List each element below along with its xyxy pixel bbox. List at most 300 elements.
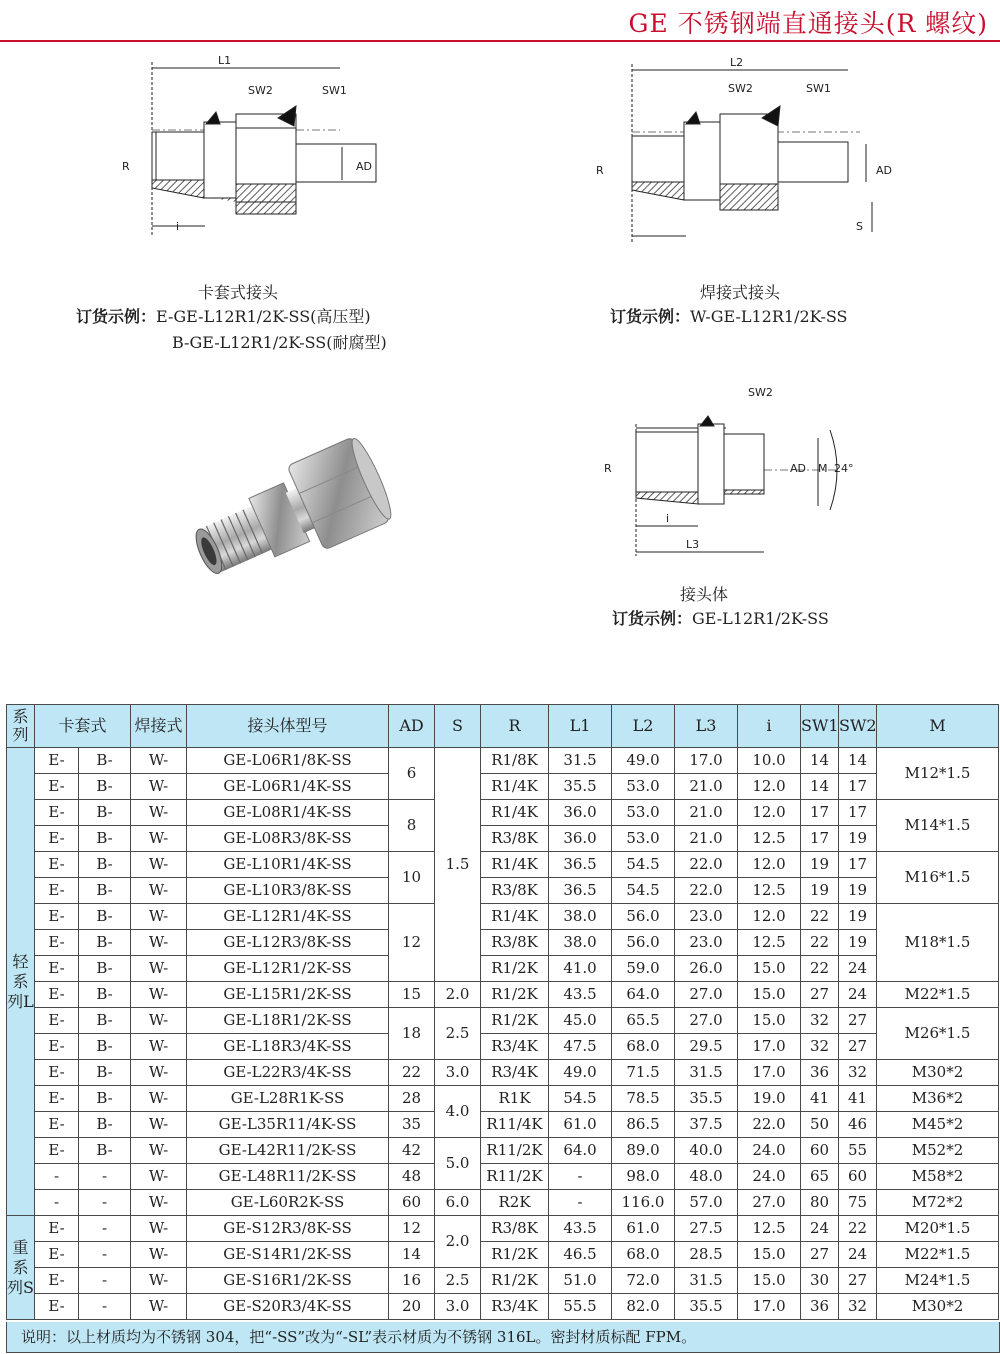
- cell-l2: 53.0: [612, 800, 675, 826]
- table-row: [7, 956, 999, 982]
- cell-l2: 82.0: [612, 1294, 675, 1320]
- ferrule-order-example: [76, 304, 371, 327]
- cell-model: GE-L22R3/4K-SS: [187, 1060, 389, 1086]
- cell-l2: 54.5: [612, 878, 675, 904]
- cell-sw1: 19: [801, 852, 839, 878]
- cell-ferrule-b: -: [79, 1164, 131, 1190]
- body-r-label: R: [604, 462, 612, 475]
- header-i: i: [738, 705, 801, 748]
- cell-ad: 20: [389, 1294, 435, 1320]
- body-angle-label: 24°: [834, 462, 854, 475]
- cell-l1: 31.5: [549, 748, 612, 774]
- weld-order-line-1: W-GE-L12R1/2K-SS: [690, 307, 848, 326]
- cell-sw1: 22: [801, 956, 839, 982]
- cell-s: 2.5: [435, 1268, 481, 1294]
- cell-r: R3/8K: [481, 878, 549, 904]
- cell-ferrule-e: E-: [35, 982, 79, 1008]
- cell-model: GE-L60R2K-SS: [187, 1190, 389, 1216]
- table-body: [7, 748, 999, 1320]
- cell-l3: 23.0: [675, 930, 738, 956]
- cell-sw2: 60: [839, 1164, 877, 1190]
- cell-ferrule-b: B-: [79, 774, 131, 800]
- cell-model: GE-S14R1/2K-SS: [187, 1242, 389, 1268]
- cell-r: R1/2K: [481, 1242, 549, 1268]
- cell-ad: 16: [389, 1268, 435, 1294]
- table-row: [7, 748, 999, 774]
- series-group-label: 重系列S: [7, 1216, 35, 1320]
- table-row: [7, 1008, 999, 1034]
- cell-i: 12.0: [738, 774, 801, 800]
- cell-m: M30*2: [877, 1060, 999, 1086]
- cell-i: 15.0: [738, 1008, 801, 1034]
- cell-s: 3.0: [435, 1060, 481, 1086]
- page-title: GE 不锈钢端直通接头(R 螺纹): [628, 9, 988, 38]
- ferrule-order-line-1: E-GE-L12R1/2K-SS(高压型): [156, 307, 371, 326]
- cell-model: GE-L48R11/2K-SS: [187, 1164, 389, 1190]
- cell-l1: 51.0: [549, 1268, 612, 1294]
- table-row: [7, 1294, 999, 1320]
- body-l3-label: L3: [686, 538, 700, 551]
- cell-i: 12.0: [738, 800, 801, 826]
- cell-weld-w: W-: [131, 1034, 187, 1060]
- cell-model: GE-L10R1/4K-SS: [187, 852, 389, 878]
- cell-s: 2.5: [435, 1008, 481, 1060]
- cell-l2: 59.0: [612, 956, 675, 982]
- cell-l2: 56.0: [612, 904, 675, 930]
- cell-ferrule-e: E-: [35, 1242, 79, 1268]
- cell-i: 22.0: [738, 1112, 801, 1138]
- cell-ferrule-b: -: [79, 1294, 131, 1320]
- cell-l1: 49.0: [549, 1060, 612, 1086]
- cell-i: 17.0: [738, 1060, 801, 1086]
- table-row: [7, 878, 999, 904]
- cell-ad: 6: [389, 748, 435, 800]
- header-model: 接头体型号: [187, 705, 389, 748]
- header-series: 系列: [7, 705, 35, 748]
- weld-order-label: 订货示例：: [610, 307, 691, 326]
- cell-r: R3/8K: [481, 930, 549, 956]
- table-row: [7, 1112, 999, 1138]
- cell-ferrule-b: B-: [79, 852, 131, 878]
- cell-l3: 21.0: [675, 826, 738, 852]
- ferrule-i-label: i: [176, 220, 180, 233]
- cell-r: R11/2K: [481, 1138, 549, 1164]
- weld-ad-label: AD: [876, 164, 892, 177]
- cell-sw2: 27: [839, 1034, 877, 1060]
- cell-ferrule-b: B-: [79, 1060, 131, 1086]
- cell-ad: 28: [389, 1086, 435, 1112]
- cell-weld-w: W-: [131, 852, 187, 878]
- cell-ferrule-e: E-: [35, 930, 79, 956]
- weld-fitting-drawing: [590, 52, 890, 252]
- cell-sw1: 30: [801, 1268, 839, 1294]
- cell-l2: 89.0: [612, 1138, 675, 1164]
- cell-ferrule-e: E-: [35, 852, 79, 878]
- body-drawing: [596, 380, 856, 560]
- header-l1: L1: [549, 705, 612, 748]
- cell-l3: 37.5: [675, 1112, 738, 1138]
- cell-l2: 98.0: [612, 1164, 675, 1190]
- cell-ferrule-b: B-: [79, 982, 131, 1008]
- cell-sw2: 41: [839, 1086, 877, 1112]
- cell-weld-w: W-: [131, 1164, 187, 1190]
- table-row: [7, 1164, 999, 1190]
- cell-l3: 28.5: [675, 1242, 738, 1268]
- cell-ad: 60: [389, 1190, 435, 1216]
- cell-weld-w: W-: [131, 1086, 187, 1112]
- cell-r: R1/2K: [481, 1008, 549, 1034]
- cell-sw2: 32: [839, 1060, 877, 1086]
- header-ferrule: 卡套式: [35, 705, 131, 748]
- cell-model: GE-L15R1/2K-SS: [187, 982, 389, 1008]
- cell-r: R11/2K: [481, 1164, 549, 1190]
- cell-l1: 38.0: [549, 904, 612, 930]
- cell-ferrule-b: B-: [79, 748, 131, 774]
- cell-l3: 26.0: [675, 956, 738, 982]
- cell-ferrule-e: E-: [35, 800, 79, 826]
- cell-ferrule-e: E-: [35, 1060, 79, 1086]
- cell-l3: 21.0: [675, 774, 738, 800]
- cell-ferrule-b: B-: [79, 800, 131, 826]
- cell-l1: -: [549, 1190, 612, 1216]
- weld-caption: 焊接式接头: [700, 283, 781, 302]
- cell-l2: 53.0: [612, 826, 675, 852]
- material-note: 说明：以上材质均为不锈钢 304，把“-SS”改为“-SL”表示材质为不锈钢 316L。密封材质标配 FPM。: [6, 1322, 1000, 1353]
- cell-l1: 36.0: [549, 800, 612, 826]
- cell-sw2: 17: [839, 774, 877, 800]
- cell-sw2: 19: [839, 904, 877, 930]
- cell-sw1: 36: [801, 1294, 839, 1320]
- cell-ferrule-e: E-: [35, 904, 79, 930]
- cell-weld-w: W-: [131, 1268, 187, 1294]
- cell-l2: 72.0: [612, 1268, 675, 1294]
- cell-sw2: 24: [839, 956, 877, 982]
- cell-sw2: 14: [839, 748, 877, 774]
- ferrule-ad-label: AD: [356, 160, 372, 173]
- cell-r: R1/4K: [481, 852, 549, 878]
- cell-r: R2K: [481, 1190, 549, 1216]
- cell-m: M30*2: [877, 1294, 999, 1320]
- cell-model: GE-L12R1/4K-SS: [187, 904, 389, 930]
- cell-l3: 21.0: [675, 800, 738, 826]
- header-sw1: SW1: [801, 705, 839, 748]
- table-row: [7, 930, 999, 956]
- cell-weld-w: W-: [131, 956, 187, 982]
- body-caption: 接头体: [680, 585, 729, 604]
- cell-l1: 35.5: [549, 774, 612, 800]
- cell-model: GE-L18R3/4K-SS: [187, 1034, 389, 1060]
- cell-sw2: 55: [839, 1138, 877, 1164]
- table-row: [7, 1268, 999, 1294]
- cell-l2: 71.5: [612, 1060, 675, 1086]
- cell-ferrule-b: B-: [79, 1034, 131, 1060]
- cell-l3: 40.0: [675, 1138, 738, 1164]
- cell-sw1: 27: [801, 982, 839, 1008]
- cell-ferrule-e: E-: [35, 1138, 79, 1164]
- cell-s: 3.0: [435, 1294, 481, 1320]
- cell-model: GE-L12R1/2K-SS: [187, 956, 389, 982]
- cell-model: GE-S12R3/8K-SS: [187, 1216, 389, 1242]
- cell-sw2: 19: [839, 878, 877, 904]
- cell-i: 12.5: [738, 1216, 801, 1242]
- cell-l1: 55.5: [549, 1294, 612, 1320]
- weld-sw2-label: SW2: [728, 82, 753, 95]
- cell-sw2: 17: [839, 852, 877, 878]
- cell-ferrule-e: E-: [35, 826, 79, 852]
- cell-sw1: 65: [801, 1164, 839, 1190]
- cell-r: R11/4K: [481, 1112, 549, 1138]
- ferrule-sw2-label: SW2: [248, 84, 273, 97]
- body-order-line-1: GE-L12R1/2K-SS: [692, 609, 829, 628]
- cell-ad: 42: [389, 1138, 435, 1164]
- body-sw2-label: SW2: [748, 386, 773, 399]
- ferrule-order-label: 订货示例：: [76, 307, 157, 326]
- cell-l1: -: [549, 1164, 612, 1190]
- cell-sw2: 22: [839, 1216, 877, 1242]
- cell-model: GE-S16R1/2K-SS: [187, 1268, 389, 1294]
- cell-ferrule-e: E-: [35, 956, 79, 982]
- cell-l1: 36.5: [549, 852, 612, 878]
- cell-sw1: 19: [801, 878, 839, 904]
- cell-l3: 27.5: [675, 1216, 738, 1242]
- cell-weld-w: W-: [131, 1138, 187, 1164]
- cell-weld-w: W-: [131, 1242, 187, 1268]
- cell-sw1: 17: [801, 800, 839, 826]
- cell-l1: 46.5: [549, 1242, 612, 1268]
- cell-l1: 43.5: [549, 1216, 612, 1242]
- cell-l1: 45.0: [549, 1008, 612, 1034]
- cell-l2: 64.0: [612, 982, 675, 1008]
- cell-weld-w: W-: [131, 1294, 187, 1320]
- table-row: [7, 1216, 999, 1242]
- cell-l2: 61.0: [612, 1216, 675, 1242]
- cell-l3: 27.0: [675, 982, 738, 1008]
- cell-r: R1/2K: [481, 982, 549, 1008]
- cell-ferrule-b: -: [79, 1268, 131, 1294]
- cell-i: 15.0: [738, 956, 801, 982]
- cell-m: M22*1.5: [877, 982, 999, 1008]
- cell-weld-w: W-: [131, 826, 187, 852]
- cell-ferrule-e: E-: [35, 774, 79, 800]
- cell-r: R1/4K: [481, 904, 549, 930]
- cell-m: M72*2: [877, 1190, 999, 1216]
- cell-l2: 116.0: [612, 1190, 675, 1216]
- cell-ferrule-b: B-: [79, 878, 131, 904]
- body-order-example: [612, 606, 829, 629]
- cell-sw1: 27: [801, 1242, 839, 1268]
- cell-l2: 49.0: [612, 748, 675, 774]
- cell-ferrule-b: B-: [79, 1112, 131, 1138]
- cell-ad: 12: [389, 1216, 435, 1242]
- cell-s: 4.0: [435, 1086, 481, 1138]
- cell-l3: 17.0: [675, 748, 738, 774]
- cell-i: 12.0: [738, 904, 801, 930]
- cell-l3: 31.5: [675, 1060, 738, 1086]
- cell-i: 10.0: [738, 748, 801, 774]
- cell-i: 12.0: [738, 852, 801, 878]
- cell-ferrule-e: E-: [35, 1268, 79, 1294]
- cell-m: M36*2: [877, 1086, 999, 1112]
- cell-s: 2.0: [435, 1216, 481, 1268]
- cell-r: R3/8K: [481, 826, 549, 852]
- cell-l3: 57.0: [675, 1190, 738, 1216]
- cell-sw1: 14: [801, 748, 839, 774]
- cell-sw1: 32: [801, 1034, 839, 1060]
- cell-ferrule-e: E-: [35, 878, 79, 904]
- header-ad: AD: [389, 705, 435, 748]
- cell-ferrule-e: E-: [35, 1294, 79, 1320]
- cell-l3: 27.0: [675, 1008, 738, 1034]
- header-l2: L2: [612, 705, 675, 748]
- cell-r: R1/2K: [481, 1268, 549, 1294]
- cell-i: 17.0: [738, 1034, 801, 1060]
- cell-i: 15.0: [738, 1268, 801, 1294]
- spec-table: [6, 704, 999, 1320]
- cell-l2: 54.5: [612, 852, 675, 878]
- cell-l1: 36.0: [549, 826, 612, 852]
- cell-m: M45*2: [877, 1112, 999, 1138]
- ferrule-sw1-label: SW1: [322, 84, 347, 97]
- table-row: [7, 1242, 999, 1268]
- cell-weld-w: W-: [131, 774, 187, 800]
- cell-l2: 86.5: [612, 1112, 675, 1138]
- cell-model: GE-L18R1/2K-SS: [187, 1008, 389, 1034]
- cell-r: R1/4K: [481, 774, 549, 800]
- table-header-row: [7, 705, 999, 748]
- table-row: [7, 982, 999, 1008]
- cell-r: R1/2K: [481, 956, 549, 982]
- cell-r: R3/8K: [481, 1216, 549, 1242]
- table-row: [7, 774, 999, 800]
- cell-sw2: 19: [839, 826, 877, 852]
- cell-ferrule-b: B-: [79, 826, 131, 852]
- table-row: [7, 1086, 999, 1112]
- cell-l3: 35.5: [675, 1294, 738, 1320]
- cell-m: M12*1.5: [877, 748, 999, 800]
- ferrule-fitting-drawing: [100, 52, 400, 252]
- weld-sw1-label: SW1: [806, 82, 831, 95]
- cell-l1: 36.5: [549, 878, 612, 904]
- cell-weld-w: W-: [131, 748, 187, 774]
- cell-sw2: 24: [839, 1242, 877, 1268]
- title-divider: [0, 40, 1000, 42]
- cell-model: GE-L06R1/8K-SS: [187, 748, 389, 774]
- cell-weld-w: W-: [131, 1190, 187, 1216]
- body-m-label: M: [818, 462, 828, 475]
- cell-sw1: 17: [801, 826, 839, 852]
- cell-ferrule-e: E-: [35, 1008, 79, 1034]
- cell-m: M20*1.5: [877, 1216, 999, 1242]
- cell-r: R3/4K: [481, 1060, 549, 1086]
- cell-l3: 23.0: [675, 904, 738, 930]
- cell-model: GE-L28R1K-SS: [187, 1086, 389, 1112]
- header-l3: L3: [675, 705, 738, 748]
- ferrule-caption: 卡套式接头: [198, 283, 279, 302]
- weld-l2-label: L2: [730, 56, 744, 69]
- cell-l1: 64.0: [549, 1138, 612, 1164]
- cell-ferrule-e: E-: [35, 1216, 79, 1242]
- cell-sw1: 80: [801, 1190, 839, 1216]
- cell-l2: 65.5: [612, 1008, 675, 1034]
- cell-l2: 68.0: [612, 1034, 675, 1060]
- table-row: [7, 1138, 999, 1164]
- cell-s: 5.0: [435, 1138, 481, 1190]
- cell-l1: 54.5: [549, 1086, 612, 1112]
- cell-model: GE-L08R3/8K-SS: [187, 826, 389, 852]
- cell-i: 17.0: [738, 1294, 801, 1320]
- cell-sw1: 60: [801, 1138, 839, 1164]
- cell-sw1: 22: [801, 904, 839, 930]
- cell-l3: 22.0: [675, 852, 738, 878]
- cell-m: M14*1.5: [877, 800, 999, 852]
- cell-ad: 12: [389, 904, 435, 982]
- cell-weld-w: W-: [131, 904, 187, 930]
- cell-m: M58*2: [877, 1164, 999, 1190]
- cell-ferrule-e: E-: [35, 748, 79, 774]
- cell-sw2: 75: [839, 1190, 877, 1216]
- cell-i: 27.0: [738, 1190, 801, 1216]
- body-i-label: i: [666, 512, 670, 525]
- cell-s: 2.0: [435, 982, 481, 1008]
- cell-ferrule-e: -: [35, 1164, 79, 1190]
- cell-model: GE-L35R11/4K-SS: [187, 1112, 389, 1138]
- cell-model: GE-L10R3/8K-SS: [187, 878, 389, 904]
- series-group-label: 轻系列L: [7, 748, 35, 1216]
- cell-i: 12.5: [738, 930, 801, 956]
- cell-sw2: 24: [839, 982, 877, 1008]
- cell-weld-w: W-: [131, 982, 187, 1008]
- cell-i: 15.0: [738, 1242, 801, 1268]
- header-sw2: SW2: [839, 705, 877, 748]
- cell-i: 15.0: [738, 982, 801, 1008]
- header-r: R: [481, 705, 549, 748]
- cell-weld-w: W-: [131, 800, 187, 826]
- cell-sw1: 32: [801, 1008, 839, 1034]
- cell-model: GE-S20R3/4K-SS: [187, 1294, 389, 1320]
- ferrule-order-line-2: B-GE-L12R1/2K-SS(耐腐型): [172, 333, 387, 352]
- cell-ad: 10: [389, 852, 435, 904]
- cell-sw1: 14: [801, 774, 839, 800]
- fitting-product-photo: [186, 422, 396, 592]
- cell-weld-w: W-: [131, 1216, 187, 1242]
- cell-weld-w: W-: [131, 930, 187, 956]
- cell-sw2: 46: [839, 1112, 877, 1138]
- cell-sw1: 50: [801, 1112, 839, 1138]
- cell-l3: 48.0: [675, 1164, 738, 1190]
- cell-sw1: 24: [801, 1216, 839, 1242]
- cell-ad: 22: [389, 1060, 435, 1086]
- body-order-label: 订货示例：: [612, 609, 693, 628]
- cell-ferrule-b: B-: [79, 1138, 131, 1164]
- cell-m: M24*1.5: [877, 1268, 999, 1294]
- cell-m: M52*2: [877, 1138, 999, 1164]
- cell-r: R1K: [481, 1086, 549, 1112]
- cell-ad: 48: [389, 1164, 435, 1190]
- cell-l1: 43.5: [549, 982, 612, 1008]
- cell-weld-w: W-: [131, 1008, 187, 1034]
- cell-ferrule-e: E-: [35, 1086, 79, 1112]
- cell-l3: 35.5: [675, 1086, 738, 1112]
- cell-sw2: 17: [839, 800, 877, 826]
- weld-order-example: [610, 304, 847, 327]
- cell-l2: 53.0: [612, 774, 675, 800]
- cell-r: R1/4K: [481, 800, 549, 826]
- cell-r: R3/4K: [481, 1294, 549, 1320]
- cell-ferrule-e: -: [35, 1190, 79, 1216]
- cell-ferrule-b: B-: [79, 930, 131, 956]
- cell-model: GE-L42R11/2K-SS: [187, 1138, 389, 1164]
- cell-l3: 22.0: [675, 878, 738, 904]
